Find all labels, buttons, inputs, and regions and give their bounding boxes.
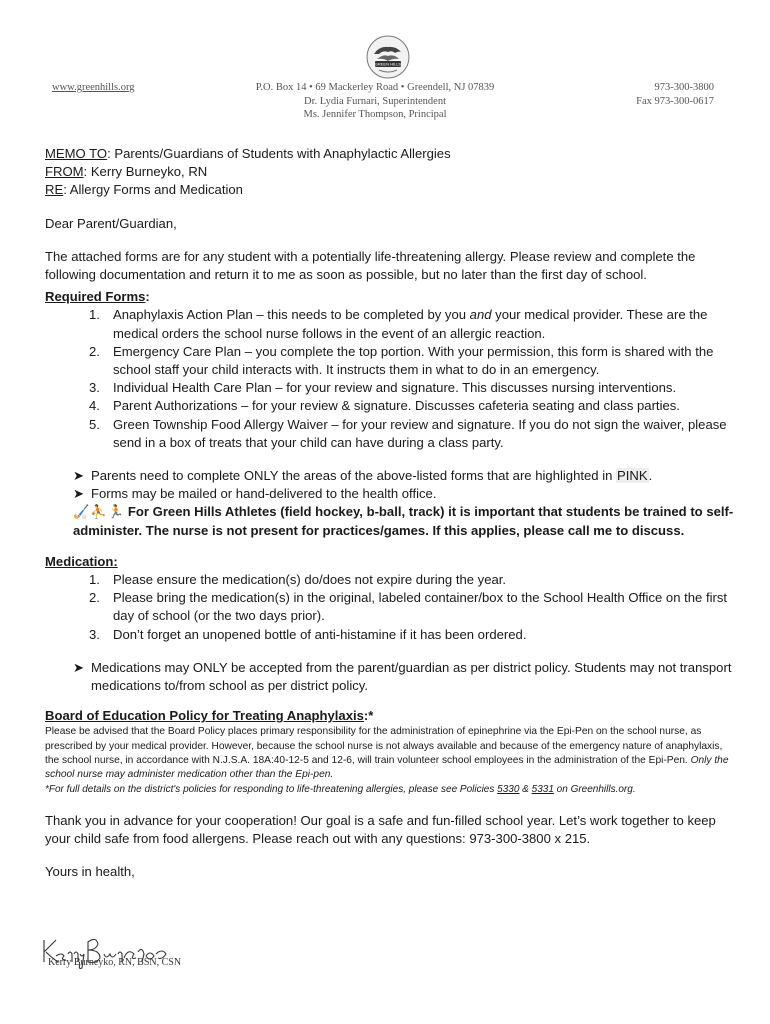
fax-number: Fax 973-300-0617 <box>636 95 714 107</box>
medication-heading: Medication: <box>45 553 118 569</box>
form-notes <box>45 467 735 540</box>
list-item: 5. Green Township Food Allergy Waiver – for your review and signature. If you do not sign the waiver, please send in a box of treats that your child can have during a class party. <box>89 416 727 450</box>
memo-to-value: : Parents/Guardians of Students with Anaphylactic Allergies <box>107 146 451 161</box>
logo-text: GREEN HILLS <box>374 61 402 67</box>
medication-policy-note: ➤ Medications may ONLY be accepted from the parent/guardian as per district policy. Students may not transport medications to/from school as per district policy. <box>73 659 732 694</box>
list-item: 3. Don’t forget an unopened bottle of anti-histamine if it has been ordered. <box>89 626 527 642</box>
athletes-note: 🏑⛹🏃 For Green Hills Athletes (field hockey, b-ball, track) it is important that students be trained to self-administer. The nurse is not present for practices/games. If this applies, please call me to discuss. <box>73 504 734 538</box>
policy-footnote: *For full details on the district's policies for responding to life-threatening allergies, please see Policies 5330 & 5331 on Greenhills.org. <box>45 783 636 795</box>
memo-to-line <box>45 145 735 163</box>
memo-from-line <box>45 163 735 181</box>
superintendent-name: Dr. Lydia Furnari, Superintendent <box>303 95 447 107</box>
list-item: 3. Individual Health Care Plan – for your review and signature. This discusses nursing interventions. <box>89 380 677 396</box>
list-item: 2. Emergency Care Plan – you complete the top portion. With your permission, this form is shared with the school staff your child interacts with. It instructs them in what to do in an emergency. <box>89 343 714 378</box>
list-item: 4. Parent Authorizations – for your review & signature. Discusses cafeteria seating and class parties. <box>89 398 680 414</box>
policy-title: Board of Education Policy for Treating Anaphylaxis <box>45 708 364 724</box>
signature-name: Kerry Burneyko, RN, BSN, CSN <box>48 957 182 968</box>
school-address-block <box>175 81 575 122</box>
memo-re-label: RE <box>45 182 64 198</box>
pink-highlight: PINK <box>617 468 648 484</box>
greeting: Dear Parent/Guardian, <box>45 215 177 231</box>
required-forms-heading: Required Forms: <box>45 289 150 305</box>
intro-paragraph: The attached forms are for any student with a potentially life-threatening allergy. Please review and complete the following documentation and return it to me as soon as possible, but no later than the first day of school. <box>45 248 696 283</box>
list-item: 1. Anaphylaxis Action Plan – this needs to be completed by you and your medical provider. These are the medical orders the school nurse follows in the event of an allergic reaction. <box>89 307 708 341</box>
website-link[interactable]: www.greenhills.org <box>52 82 135 93</box>
memo-re-value: : Allergy Forms and Medication <box>63 182 243 198</box>
arrow-icon: ➤ <box>73 659 84 675</box>
mail-note: ➤ Forms may be mailed or hand-delivered to the health office. <box>73 485 735 503</box>
contact-numbers <box>636 81 714 108</box>
arrow-icon: ➤ <box>73 468 84 484</box>
arrow-icon: ➤ <box>73 486 84 502</box>
medication-list <box>45 571 735 644</box>
medication-notes <box>45 659 735 695</box>
policy-text: Please be advised that the Board Policy places primary responsibility for the administration of epinephrine via the Epi-Pen on the school nurse, as prescribed by your medical provider. However, because the school nurse is not always available and because of the emergency nature of anaphylaxis, the school nurse, in accordance with N.J.S.A. 18A:40-12-5 and 12-6, will train volunteer school employees in the administration of the Epi-Pen. Only the school nurse may administer medication other than the Epi-pen. <box>45 726 729 781</box>
closing-paragraph: Thank you in advance for your cooperation! Our goal is a safe and fun-filled school year. Let’s work together to keep your child safe from food allergens. Please reach out with any questions: 973-300-3800 x 215. <box>45 812 716 847</box>
required-forms-list <box>45 306 735 452</box>
memo-from-value: : Kerry Burneyko, RN <box>83 164 208 180</box>
phone-number: 973-300-3800 <box>654 82 714 93</box>
memo-to-label: MEMO TO <box>45 146 108 161</box>
principal-name: Ms. Jennifer Thompson, Principal <box>303 109 447 120</box>
policy-heading: Board of Education Policy for Treating Anaphylaxis:* <box>45 708 374 724</box>
policy-link-5330[interactable]: 5330 <box>497 783 520 795</box>
list-item: 1. Please ensure the medication(s) do/does not expire during the year. <box>89 572 507 588</box>
required-forms-title: Required Forms <box>45 289 146 305</box>
sports-icon: 🏑⛹🏃 <box>73 504 125 520</box>
signoff: Yours in health, <box>45 864 135 880</box>
school-address: P.O. Box 14 • 69 Mackerley Road • Greendell, NJ 07839 <box>255 82 495 93</box>
pink-note: ➤ Parents need to complete ONLY the areas of the above-listed forms that are highlighted in PINK. <box>73 467 735 485</box>
memo-from-label: FROM <box>45 164 84 180</box>
school-logo <box>365 34 411 80</box>
memo-body <box>45 145 735 882</box>
memo-re-line <box>45 181 735 199</box>
policy-link-5331[interactable]: 5331 <box>531 783 554 795</box>
list-item: 2. Please bring the medication(s) in the original, labeled container/box to the School Health Office on the first day of school (or the two days prior). <box>89 590 728 624</box>
